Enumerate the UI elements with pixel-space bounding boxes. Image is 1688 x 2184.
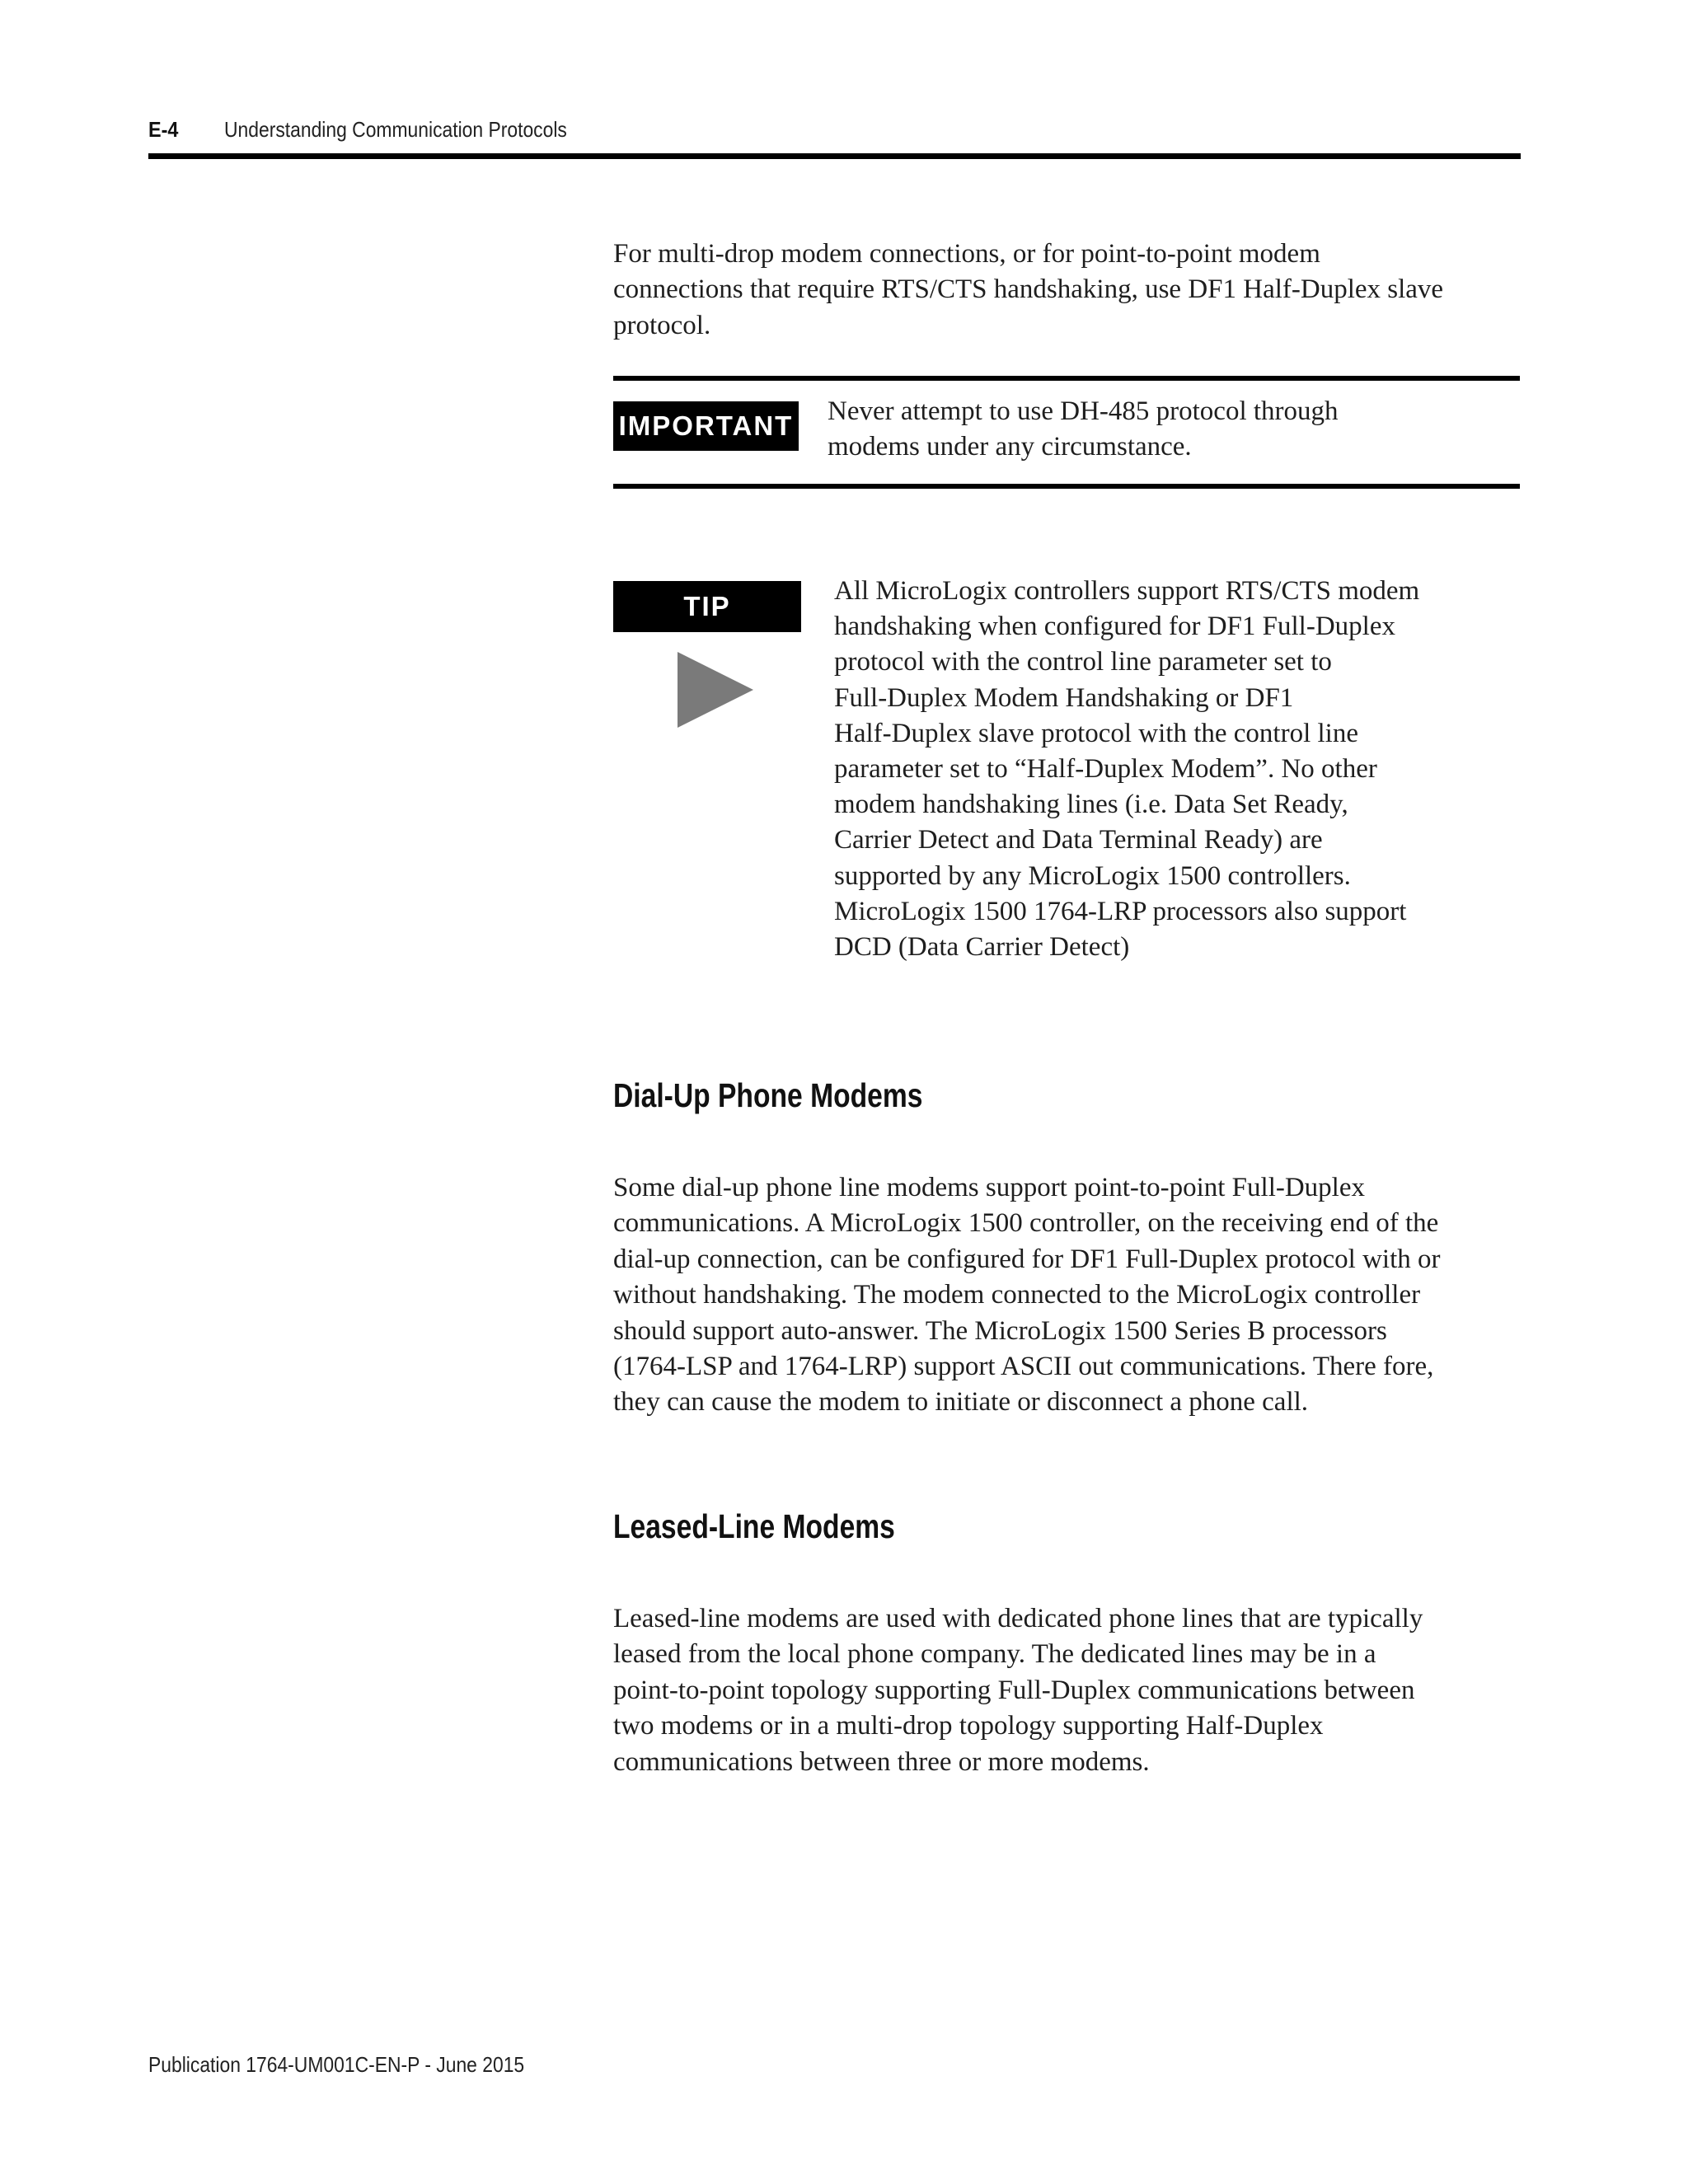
header-rule: [148, 153, 1521, 159]
text-line: connections that require RTS/CTS handshaking, use DF1 Half-Duplex slave: [613, 274, 1444, 305]
text-line: Some dial-up phone line modems support point-to-point Full-Duplex: [613, 1173, 1365, 1202]
text-line: Leased-line modems are used with dedicated phone lines that are typically: [613, 1604, 1423, 1633]
text-line: Carrier Detect and Data Terminal Ready) are: [834, 825, 1323, 855]
text-line: Full-Duplex Modem Handshaking or DF1: [834, 682, 1294, 713]
publication-footer: Publication 1764-UM001C-EN-P - June 2015: [148, 2052, 525, 2077]
important-text: [828, 394, 1503, 466]
text-line: Half-Duplex slave protocol with the control line: [834, 718, 1358, 748]
intro-paragraph: [613, 237, 1520, 344]
tip-text: [834, 574, 1518, 965]
text-line: communications between three or more modems.: [613, 1746, 1150, 1777]
text-line: without handshaking. The modem connected to the MicroLogix controller: [613, 1280, 1421, 1310]
text-line: parameter set to “Half-Duplex Modem”. No other: [834, 754, 1377, 785]
leased-paragraph: [613, 1601, 1520, 1780]
text-line: protocol.: [613, 310, 711, 340]
text-line: All MicroLogix controllers support RTS/CTS modem: [834, 576, 1420, 606]
text-line: supported by any MicroLogix 1500 controllers.: [834, 860, 1351, 891]
text-line: Never attempt to use DH-485 protocol through: [828, 396, 1339, 426]
text-line: dial-up connection, can be configured for DF1 Full-Duplex protocol with or: [613, 1244, 1441, 1274]
page-number: E-4: [148, 117, 179, 142]
text-line: For multi-drop modem connections, or for point-to-point modem: [613, 239, 1320, 269]
text-line: modem handshaking lines (i.e. Data Set Ready,: [834, 790, 1348, 820]
text-line: handshaking when configured for DF1 Full-Duplex: [834, 612, 1395, 642]
dialup-paragraph: [613, 1170, 1520, 1421]
section-heading-dialup: Dial-Up Phone Modems: [613, 1076, 923, 1114]
text-line: point-to-point topology supporting Full-Duplex communications between: [613, 1675, 1415, 1705]
important-top-rule: [613, 376, 1520, 381]
text-line: DCD (Data Carrier Detect): [834, 932, 1130, 963]
text-line: modems under any circumstance.: [828, 432, 1192, 462]
text-line: two modems or in a multi-drop topology supporting Half-Duplex: [613, 1711, 1324, 1741]
text-line: should support auto-answer. The MicroLogix 1500 Series B processors: [613, 1315, 1387, 1346]
tip-label: TIP: [613, 581, 801, 632]
page-header: [148, 112, 1521, 162]
play-arrow-icon: [678, 652, 753, 728]
text-line: (1764-LSP and 1764-LRP) support ASCII out communications. There fore,: [613, 1352, 1434, 1382]
chapter-title: Understanding Communication Protocols: [224, 117, 567, 142]
section-heading-leased: Leased-Line Modems: [613, 1507, 895, 1545]
text-line: leased from the local phone company. The dedicated lines may be in a: [613, 1639, 1376, 1670]
text-line: protocol with the control line parameter set to: [834, 647, 1332, 677]
text-line: MicroLogix 1500 1764-LRP processors also support: [834, 896, 1407, 926]
text-line: they can cause the modem to initiate or disconnect a phone call.: [613, 1387, 1309, 1418]
important-bottom-rule: [613, 484, 1520, 489]
important-label: IMPORTANT: [613, 401, 799, 451]
text-line: communications. A MicroLogix 1500 controller, on the receiving end of the: [613, 1208, 1439, 1239]
